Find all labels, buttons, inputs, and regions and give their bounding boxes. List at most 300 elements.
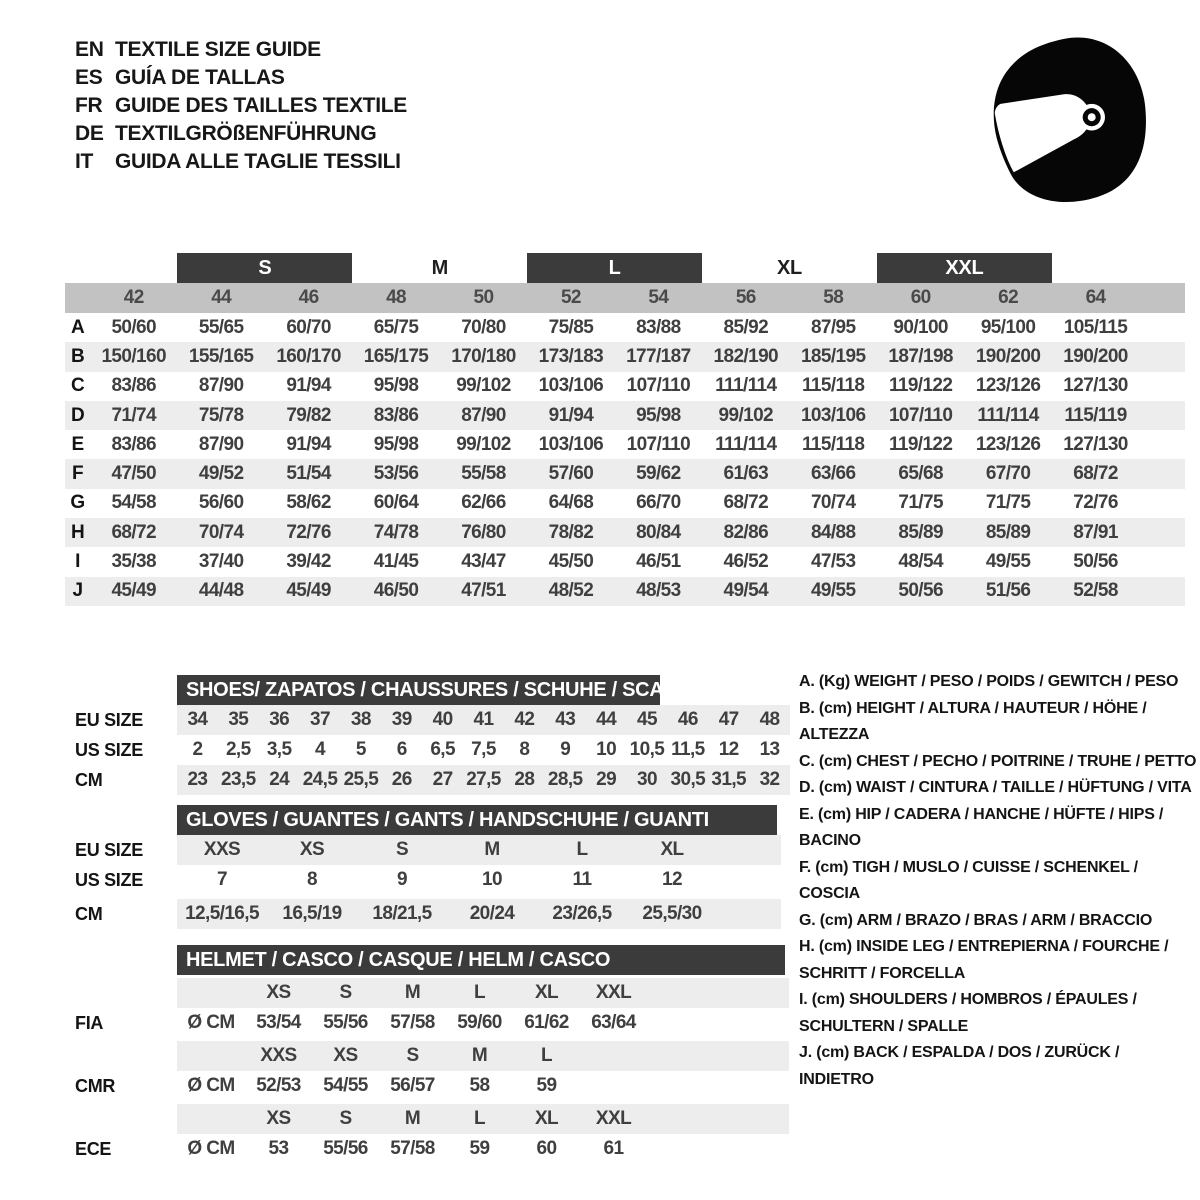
gloves-us-row	[177, 865, 781, 895]
size-value: 3,5	[266, 739, 292, 760]
size-value: 99/102	[456, 433, 511, 455]
size-value: 83/86	[111, 433, 156, 455]
size-value: 28	[514, 769, 535, 790]
size-value: 5	[355, 739, 366, 760]
size-value: 70/74	[198, 521, 244, 543]
helmet-size: M	[404, 1108, 421, 1129]
helmet-size: L	[540, 1045, 552, 1066]
size-value: 107/110	[626, 375, 691, 397]
size-value: 51/56	[985, 580, 1031, 602]
size-value: 43/47	[461, 551, 506, 573]
size-value: 170/180	[451, 345, 516, 367]
size-value: 7	[217, 869, 227, 890]
measure-letter: D	[70, 404, 85, 426]
size-value: 38	[350, 709, 371, 730]
numeric-size: 42	[123, 287, 144, 308]
shoes-cm-row	[177, 765, 790, 795]
measure-row-a	[65, 313, 1185, 342]
measurement-rows	[65, 313, 1185, 606]
size-value: 54/58	[111, 492, 156, 514]
size-value: 55/56	[323, 1012, 368, 1033]
numeric-size: 52	[560, 287, 581, 308]
size-value: 95/98	[373, 375, 419, 397]
size-value: 9	[560, 739, 571, 760]
shoes-us-size-label: US SIZE	[75, 739, 143, 760]
size-value: 61/62	[524, 1012, 569, 1033]
size-value: 87/90	[198, 433, 244, 455]
size-value: 10	[482, 869, 502, 890]
helmet-size: XL	[534, 1108, 559, 1129]
size-value: 11	[572, 869, 592, 890]
gloves-cm-label: CM	[75, 903, 103, 924]
language-title-list	[75, 36, 407, 176]
measure-letter: G	[70, 492, 85, 514]
size-value: 107/110	[626, 433, 691, 455]
size-value: 91/94	[286, 375, 331, 397]
band-spacer	[65, 283, 90, 313]
size-value: 18/21,5	[372, 903, 432, 924]
gloves-title-bar: GLOVES / GUANTES / GANTS / HANDSCHUHE / GUANTI	[177, 805, 777, 835]
size-value: 8	[519, 739, 530, 760]
size-group-l: L	[527, 253, 702, 283]
gloves-eu-row	[177, 835, 781, 865]
shoes-us-row	[177, 735, 790, 765]
size-value: 35/38	[111, 551, 156, 573]
spacer	[177, 1041, 245, 1071]
size-value: 165/175	[363, 345, 429, 367]
size-value: 30,5	[670, 769, 706, 790]
size-value: 37	[310, 709, 330, 730]
size-group-m: M	[431, 256, 448, 279]
size-value: XXS	[203, 839, 241, 860]
size-value: 27,5	[466, 769, 501, 790]
helmet-values-row-cmr	[177, 1071, 789, 1101]
size-value: 99/102	[718, 404, 774, 426]
size-value: 4	[315, 739, 325, 760]
size-value: 20/24	[469, 903, 515, 924]
size-value: 79/82	[286, 404, 331, 426]
measure-letter: E	[71, 433, 84, 455]
size-value: 50/56	[1073, 551, 1118, 573]
size-value: 57/58	[390, 1012, 435, 1033]
helmet-size: XL	[534, 982, 559, 1003]
measure-row-g	[65, 489, 1185, 518]
size-value: 63/66	[810, 463, 856, 485]
size-value: 111/114	[977, 404, 1039, 426]
size-value: 53/54	[256, 1012, 301, 1033]
language-title: TEXTILGRÖßENFÜHRUNG	[115, 122, 377, 145]
helmet-fia-label: FIA	[75, 1012, 104, 1033]
size-value: 103/106	[538, 433, 604, 455]
size-value: 80/84	[636, 521, 681, 543]
size-value: 82/86	[723, 521, 769, 543]
size-value: 83/86	[111, 375, 156, 397]
size-value: 45/50	[548, 551, 594, 573]
language-title: GUIDA ALLE TAGLIE TESSILI	[115, 150, 401, 173]
numeric-size: 48	[386, 287, 406, 308]
size-value: 111/114	[715, 433, 777, 455]
size-value: 32	[759, 769, 780, 790]
language-title: GUÍA DE TALLAS	[115, 66, 285, 89]
size-value: 39/42	[286, 551, 331, 573]
textile-size-table	[65, 253, 1185, 606]
size-value: 37/40	[198, 551, 244, 573]
header-spacer	[65, 253, 177, 283]
shoes-title-bar: SHOES/ ZAPATOS / CHAUSSURES / SCHUHE / SCARPE	[177, 675, 660, 705]
helmet-size-table	[65, 945, 800, 1170]
size-value: 40	[432, 709, 453, 730]
spacer	[177, 1104, 245, 1134]
size-value: 48/53	[636, 580, 681, 602]
legend-item-e: E. (cm) HIP / CADERA / HANCHE / HÜFTE / HIPS / BACINO	[799, 805, 1164, 849]
size-group-xl: XL	[777, 256, 802, 279]
size-value: 68/72	[1073, 463, 1118, 485]
size-group-header-row	[65, 253, 1185, 283]
diameter-label: Ø CM	[187, 1138, 235, 1159]
gloves-us-size-label: US SIZE	[75, 869, 143, 890]
helmet-size: XXS	[260, 1045, 297, 1066]
size-value: 49/55	[985, 551, 1031, 573]
size-value: 16,5/19	[282, 903, 342, 924]
size-value: 62/66	[461, 492, 506, 514]
numeric-size: 54	[648, 287, 669, 308]
size-value: 75/85	[548, 316, 594, 338]
size-value: 2	[192, 739, 203, 760]
size-value: 60/64	[373, 492, 419, 514]
size-value: 46/50	[373, 580, 419, 602]
size-value: 25,5/30	[642, 903, 702, 924]
diameter-label: Ø CM	[187, 1012, 235, 1033]
gloves-size-table	[65, 805, 800, 933]
size-value: 127/130	[1063, 375, 1128, 397]
size-value: 49/54	[723, 580, 769, 602]
language-row	[75, 148, 407, 176]
size-value: 127/130	[1063, 433, 1128, 455]
size-value: 53	[268, 1138, 289, 1159]
helmet-cmr-label: CMR	[75, 1075, 116, 1096]
size-value: 48/54	[898, 551, 943, 573]
size-value: 103/106	[538, 375, 604, 397]
size-group-xxl: XXL	[877, 253, 1052, 283]
helmet-size: L	[473, 1108, 485, 1129]
size-value: 95/98	[636, 404, 681, 426]
shoes-cm-label: CM	[75, 769, 103, 790]
language-row	[75, 92, 407, 120]
size-value: 70/74	[810, 492, 856, 514]
size-value: 64/68	[548, 492, 594, 514]
helmet-size: S	[406, 1045, 419, 1066]
size-value: 50/56	[898, 580, 943, 602]
size-value: 56/57	[390, 1075, 435, 1096]
helmet-size: S	[339, 1108, 352, 1129]
measure-letter: J	[72, 580, 83, 602]
size-value: 115/118	[802, 375, 865, 397]
size-value: 115/118	[802, 433, 865, 455]
size-value: 36	[269, 709, 290, 730]
size-value: 84/88	[810, 521, 856, 543]
size-value: 67/70	[985, 463, 1031, 485]
legend-item-b: B. (cm) HEIGHT / ALTURA / HAUTEUR / HÖHE / ALTEZZA	[799, 699, 1147, 743]
size-value: 26	[391, 769, 412, 790]
size-value: 115/119	[1064, 404, 1127, 426]
size-value: 60/70	[286, 316, 331, 338]
helmet-size: XXL	[595, 1108, 632, 1129]
size-value: 65/75	[373, 316, 419, 338]
helmet-size: XS	[333, 1045, 358, 1066]
helmet-size: M	[471, 1045, 488, 1066]
size-value: 43	[555, 709, 576, 730]
size-value: 12	[718, 739, 739, 760]
helmet-size: L	[473, 982, 485, 1003]
size-value: 76/80	[461, 521, 506, 543]
size-value: 68/72	[111, 521, 156, 543]
numeric-size-row	[65, 283, 1185, 313]
language-row	[75, 120, 407, 148]
size-value: 25,5	[343, 769, 379, 790]
size-value: 46/52	[723, 551, 769, 573]
size-value: 47	[718, 709, 739, 730]
size-value: 45/49	[286, 580, 331, 602]
size-value: 47/50	[111, 463, 156, 485]
numeric-size: 44	[211, 287, 232, 308]
size-value: M	[484, 839, 500, 860]
size-value: 42	[514, 709, 535, 730]
size-value: 52/58	[1073, 580, 1118, 602]
legend-item-g: G. (cm) ARM / BRAZO / BRAS / ARM / BRACCIO	[799, 911, 1153, 929]
size-value: 39	[391, 709, 412, 730]
size-value: 24	[269, 769, 290, 790]
measure-row-d	[65, 401, 1185, 430]
measure-letter: I	[75, 551, 80, 573]
language-code: IT	[75, 150, 94, 173]
size-value: 45	[636, 709, 657, 730]
size-value: 85/89	[898, 521, 943, 543]
numeric-size: 60	[910, 287, 931, 308]
size-value: 2,5	[225, 739, 251, 760]
measure-row-b	[65, 342, 1185, 371]
size-value: 46/51	[636, 551, 681, 573]
size-value: 48	[759, 709, 780, 730]
size-value: 91/94	[548, 404, 594, 426]
size-value: 59/62	[636, 463, 681, 485]
helmet-size: XXL	[595, 982, 632, 1003]
size-value: 63/64	[591, 1012, 636, 1033]
size-value: 35	[228, 709, 249, 730]
size-value: 85/92	[723, 316, 769, 338]
shoes-size-table	[65, 675, 800, 800]
size-value: 107/110	[888, 404, 953, 426]
helmet-title-bar: HELMET / CASCO / CASQUE / HELM / CASCO	[177, 945, 785, 975]
size-value: 123/126	[975, 375, 1041, 397]
size-value: 54/55	[323, 1075, 368, 1096]
size-value: 95/98	[373, 433, 419, 455]
size-value: 56/60	[198, 492, 244, 514]
size-value: 190/200	[975, 345, 1041, 367]
language-code: EN	[75, 38, 104, 61]
size-value: 65/68	[898, 463, 943, 485]
measure-letter: H	[70, 521, 85, 543]
helmet-size: S	[339, 982, 352, 1003]
language-row	[75, 64, 407, 92]
helmet-size	[580, 1041, 647, 1071]
size-value: 59/60	[457, 1012, 502, 1033]
size-value: 7,5	[471, 739, 496, 760]
shoes-eu-size-label: EU SIZE	[75, 709, 143, 730]
size-value: 45/49	[111, 580, 156, 602]
size-value: 50/60	[111, 316, 156, 338]
helmet-size: XS	[266, 1108, 291, 1129]
helmet-sizes-row-cmr	[177, 1041, 789, 1071]
size-value: 150/160	[101, 345, 166, 367]
size-value: 10	[596, 739, 617, 760]
measure-row-i	[65, 547, 1185, 576]
size-value: 87/90	[461, 404, 506, 426]
size-value: 87/95	[810, 316, 856, 338]
size-value: 41/45	[373, 551, 419, 573]
size-value: 78/82	[548, 521, 594, 543]
size-value: 83/86	[373, 404, 419, 426]
size-value: 90/100	[893, 316, 948, 338]
size-value: 23,5	[220, 769, 256, 790]
size-value	[580, 1071, 647, 1101]
shoes-eu-row	[177, 705, 790, 735]
size-value: 72/76	[1073, 492, 1118, 514]
size-value: 61	[603, 1138, 624, 1159]
size-value: 48/52	[548, 580, 594, 602]
size-value: 23	[187, 769, 208, 790]
helmet-values-row-fia	[177, 1008, 789, 1038]
size-value: 66/70	[636, 492, 681, 514]
size-value: 119/122	[888, 375, 953, 397]
size-value: 6	[396, 739, 407, 760]
size-value: 173/183	[538, 345, 604, 367]
size-value: 53/56	[373, 463, 419, 485]
size-value: 85/89	[985, 521, 1031, 543]
size-value: 47/53	[810, 551, 856, 573]
language-code: DE	[75, 122, 104, 145]
size-value: 103/106	[800, 404, 866, 426]
size-value: 52/53	[256, 1075, 301, 1096]
size-value: 72/76	[286, 521, 331, 543]
size-value: 55/56	[323, 1138, 368, 1159]
size-value: 41	[473, 709, 494, 730]
measure-letter: A	[70, 316, 85, 338]
size-value: 44/48	[198, 580, 244, 602]
size-value: 23/26,5	[552, 903, 612, 924]
legend-item-c: C. (cm) CHEST / PECHO / POITRINE / TRUHE / PETTO	[799, 752, 1197, 770]
size-value: 111/114	[715, 375, 777, 397]
size-value: 27	[432, 769, 453, 790]
numeric-size: 50	[473, 287, 494, 308]
size-value: 87/91	[1073, 521, 1118, 543]
measure-letter: F	[71, 463, 83, 485]
size-value: 28,5	[547, 769, 583, 790]
size-value: 105/115	[1063, 316, 1128, 338]
size-value: L	[576, 839, 588, 860]
size-value: 58/62	[286, 492, 331, 514]
size-value: 87/90	[198, 375, 244, 397]
helmet-values-row-ece	[177, 1134, 789, 1164]
size-value: 182/190	[713, 345, 779, 367]
measure-row-e	[65, 430, 1185, 459]
size-value: 9	[397, 869, 407, 890]
legend-item-d: D. (cm) WAIST / CINTURA / TAILLE / HÜFTUNG / VITA	[799, 779, 1192, 796]
measure-letter: B	[70, 345, 85, 367]
size-value: 71/74	[111, 404, 156, 426]
numeric-size: 56	[735, 287, 756, 308]
size-value: 44	[596, 709, 617, 730]
size-value: 99/102	[456, 375, 511, 397]
gloves-cm-row	[177, 899, 781, 929]
size-value: 60	[536, 1138, 557, 1159]
size-value: 185/195	[800, 345, 866, 367]
size-value: 187/198	[888, 345, 953, 367]
helmet-ece-label: ECE	[75, 1138, 112, 1159]
numeric-size: 46	[298, 287, 319, 308]
size-value: 49/52	[198, 463, 244, 485]
size-value: 71/75	[985, 492, 1031, 514]
size-value: 155/165	[188, 345, 254, 367]
numeric-size: 64	[1085, 287, 1106, 308]
size-value: 6,5	[430, 739, 455, 760]
size-value: 29	[596, 769, 617, 790]
language-title: GUIDE DES TAILLES TEXTILE	[115, 94, 407, 117]
size-value: 31,5	[711, 769, 746, 790]
helmet-size: XS	[266, 982, 291, 1003]
size-value: 91/94	[286, 433, 331, 455]
gloves-eu-size-label: EU SIZE	[75, 839, 143, 860]
language-title: TEXTILE SIZE GUIDE	[115, 38, 321, 61]
size-value: 71/75	[898, 492, 943, 514]
helmet-size: M	[404, 982, 421, 1003]
size-value: 49/55	[810, 580, 856, 602]
size-value: XS	[299, 839, 325, 860]
legend-item-h: H. (cm) INSIDE LEG / ENTREPIERNA / FOURCHE / SCHRITT / FORCELLA	[799, 938, 1169, 982]
measure-letter: C	[70, 375, 85, 397]
size-value: 46	[677, 709, 698, 730]
size-value: S	[395, 839, 409, 860]
size-value: 10,5	[629, 739, 665, 760]
measure-row-j	[65, 577, 1185, 606]
language-code: FR	[75, 94, 103, 117]
size-value: 13	[759, 739, 780, 760]
size-value: 160/170	[276, 345, 341, 367]
size-value: 55/58	[461, 463, 506, 485]
size-value: 75/78	[198, 404, 244, 426]
language-code: ES	[75, 66, 103, 89]
size-value: 57/60	[548, 463, 594, 485]
size-value: 51/54	[286, 463, 331, 485]
measurement-legend	[799, 669, 1197, 1093]
diameter-label: Ø CM	[187, 1075, 235, 1096]
size-value: 74/78	[373, 521, 419, 543]
numeric-size: 62	[998, 287, 1019, 308]
helmet-sizes-row-ece	[177, 1104, 789, 1134]
size-value: 59	[536, 1075, 557, 1096]
size-value: 58	[469, 1075, 490, 1096]
size-value: 61/63	[723, 463, 769, 485]
size-value: 95/100	[980, 316, 1036, 338]
size-value: 8	[307, 869, 317, 890]
size-value: 68/72	[723, 492, 769, 514]
racing-helmet-icon	[972, 26, 1162, 216]
helmet-sizes-row-fia	[177, 978, 789, 1008]
measure-row-f	[65, 459, 1185, 488]
language-row	[75, 36, 407, 64]
legend-item-f: F. (cm) TIGH / MUSLO / CUISSE / SCHENKEL / COSCIA	[799, 858, 1138, 902]
size-value: XL	[660, 839, 684, 860]
size-value: 47/51	[461, 580, 506, 602]
